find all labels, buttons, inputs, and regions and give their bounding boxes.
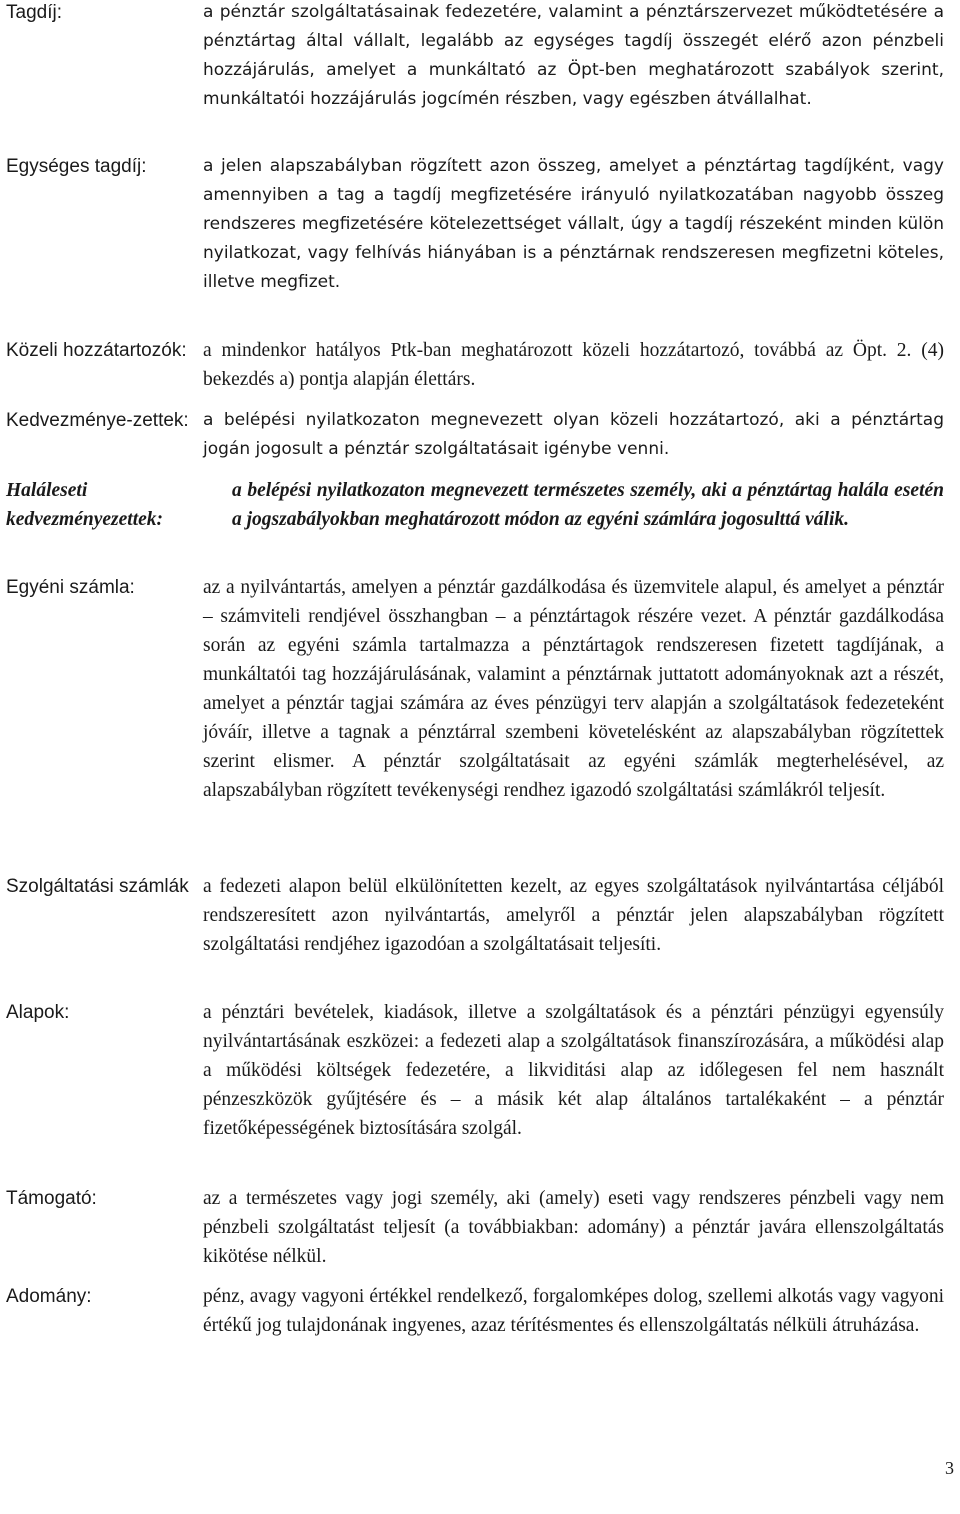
entry-definition: a belépési nyilatkozaton megnevezett olyan közeli hozzátartozó, aki a pénztártag jogán jogosult a pénztár szolgáltatásait igénybe venni.	[203, 410, 944, 459]
page-number: 3	[945, 1458, 954, 1478]
entry-definition: a pénztár szolgáltatásainak fedezetére, valamint a pénztárszervezet működtetésére a pénztártag által vállalt, legalább az egységes tagdíj összegét elérő azon pénzbeli hozzájárulás, amelyet a munkáltató az Öpt-ben meghatározott szabályok szerint, munkáltatói hozzájárulás jogcímén részben, vagy egészben átvállalhat.	[203, 2, 944, 109]
entry-definition: a belépési nyilatkozaton megnevezett természetes személy, aki a pénztártag halála esetén a jogszabályokban meghatározott módon az egyéni számlára jogosulttá válik.	[232, 480, 944, 530]
entry-definition: az a természetes vagy jogi személy, aki (amely) eseti vagy rendszeres pénzbeli vagy nem pénzbeli szolgáltatást teljesít (a továbbiakban: adomány) a pénztár javára ellenszolgáltatás kikötése nélkül.	[203, 1188, 944, 1267]
entry-term: Haláleseti kedvezményezettek:	[6, 480, 164, 530]
entry-term: Egyéni számla:	[6, 577, 135, 598]
entry-term: Adomány:	[6, 1286, 92, 1307]
entry-term: Támogató:	[6, 1188, 97, 1209]
entry-definition: a jelen alapszabályban rögzített azon összeg, amelyet a pénztártag tagdíjként, vagy amennyiben a tag a tagdíj megfizetésére irányuló nyilatkozatában nagyobb összeg rendszeres megfizetésére kötelezettséget vállalt, úgy a tagdíj részeként minden külön nyilatkozat, vagy felhívás hiányában is a pénztárnak rendszeresen megfizetni köteles, illetve megfizet.	[203, 156, 944, 292]
entry-definition: a pénztári bevételek, kiadások, illetve a szolgáltatások és a pénztári pénzügyi egyensúly nyilvántartásának eszközei: a fedezeti alap a szolgáltatások finanszírozására, a működési alap a működési költségek fedezetére, a likviditási alap az időlegesen fel nem használt pénzeszközök gyűjtésére és – a másik két alap általános tartalékaként – a pénztár fizetőképességének biztosítására szolgál.	[203, 1002, 944, 1139]
entry-term: Kedvezménye-zettek:	[6, 410, 189, 431]
entry-definition: a fedezeti alapon belül elkülönítetten kezelt, az egyes szolgáltatások nyilvántartása céljából rendszeresített azon nyilvántartás, amelyről a pénztár jelen alapszabályban rögzített szolgáltatási rendjéhez igazodóan a szolgáltatásait teljesíti.	[203, 876, 944, 955]
entry-term: Egységes tagdíj:	[6, 156, 147, 177]
entry-definition: pénz, avagy vagyoni értékkel rendelkező, forgalomképes dolog, szellemi alkotás vagy vagyoni értékű jog tulajdonának ingyenes, azaz térítésmentes és ellenszolgáltatás nélküli átruházása.	[203, 1286, 944, 1336]
entry-definition: az a nyilvántartás, amelyen a pénztár gazdálkodása és üzemvitele alapul, és amelyet a pénztár – számviteli rendjével összhangban – a pénztártagok részére vezet. A pénztár gazdálkodása során az egyéni számla tartalmazza a pénztártagok rendszeresen fizetett tagdíjának, a munkáltatói tag hozzájárulásának, valamint a pénztárnak juttatott adományoknak azt a részét, amelyet a pénztár tagjai számára az éves pénzügyi terv alapján a szolgáltatások fedezeteként jóváír, illetve a tagnak a pénztárral szembeni követelésként az alapszabályban rögzítettek szerint elismer. A pénztár szolgáltatásait az egyéni számlák megterhelésével, az alapszabályban rögzített tevékenységi rendhez igazodó szolgáltatási számlákról teljesít.	[203, 577, 944, 801]
entry-definition: a mindenkor hatályos Ptk-ban meghatározott közeli hozzátartozó, továbbá az Öpt. 2. (4) bekezdés a) pontja alapján élettárs.	[203, 340, 944, 390]
entry-term: Tagdíj:	[6, 2, 62, 23]
entry-term: Szolgáltatási számlák	[6, 876, 189, 897]
entry-term: Alapok:	[6, 1002, 70, 1023]
entry-term: Közeli hozzátartozók:	[6, 340, 187, 361]
